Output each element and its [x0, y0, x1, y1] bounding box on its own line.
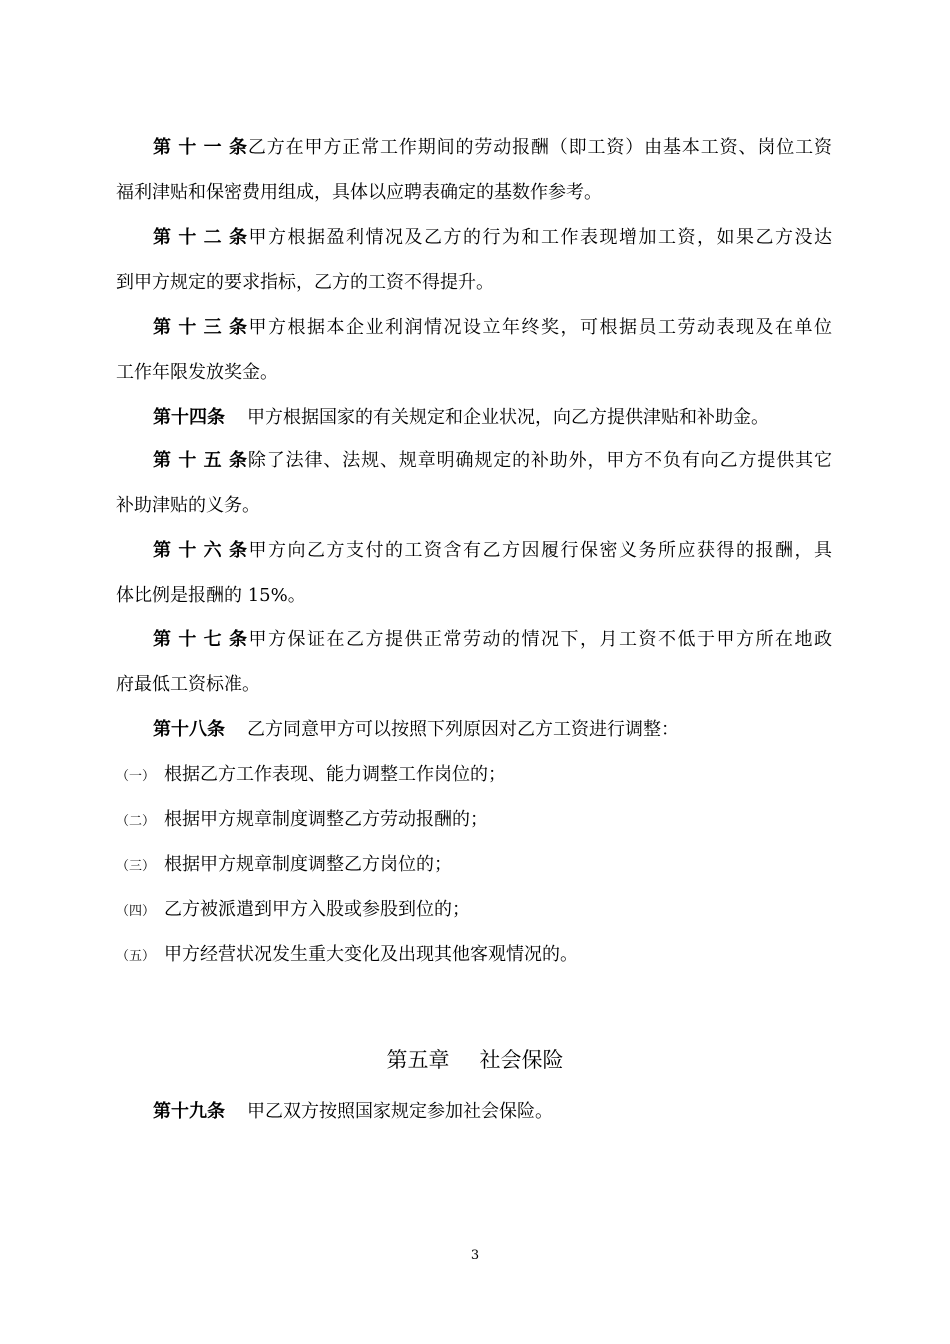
- article-text: 补助津贴的义务。: [116, 495, 260, 516]
- article-line: [153, 538, 832, 564]
- article-text: 甲方根据国家的有关规定和企业状况，向乙方提供津贴和补助金。: [247, 407, 769, 428]
- chapter-number: 第五章: [386, 1048, 450, 1072]
- article-label: 第十五条: [153, 450, 247, 471]
- list-item-text: 乙方被派遣到甲方入股或参股到位的；: [164, 899, 470, 920]
- article-label: 第十六条: [153, 540, 247, 561]
- list-item: [116, 852, 832, 878]
- list-item-number: （三）: [116, 859, 156, 874]
- list-item-number: （四）: [116, 904, 156, 919]
- article-label: 第十九条: [153, 1101, 225, 1122]
- page-number: 3: [470, 1248, 480, 1263]
- article-line: [153, 448, 832, 474]
- list-item-text: 根据甲方规章制度调整乙方岗位的；: [164, 854, 452, 875]
- article-line: [153, 225, 832, 251]
- article-text: 工作年限发放奖金。: [116, 362, 278, 383]
- article-line: [153, 405, 832, 431]
- article-line: [116, 583, 832, 609]
- list-item-text: 甲方经营状况发生重大变化及出现其他客观情况的。: [164, 944, 578, 965]
- article-text: 甲乙双方按照国家规定参加社会保险。: [247, 1101, 553, 1122]
- article-text: 除了法律、法规、规章明确规定的补助外，甲方不负有向乙方提供其它: [247, 450, 832, 471]
- list-item: [116, 762, 832, 788]
- article-text: 甲方保证在乙方提供正常劳动的情况下，月工资不低于甲方所在地政: [247, 629, 832, 650]
- chapter-title: 社会保险: [479, 1048, 564, 1072]
- article-text: 乙方同意甲方可以按照下列原因对乙方工资进行调整：: [247, 719, 679, 740]
- list-item-text: 根据乙方工作表现、能力调整工作岗位的；: [164, 764, 506, 785]
- article-line: [116, 672, 832, 698]
- article-text: 乙方在甲方正常工作期间的劳动报酬（即工资）由基本工资、岗位工资: [247, 137, 832, 158]
- article-text: 府最低工资标准。: [116, 674, 260, 695]
- article-line: [153, 1099, 832, 1125]
- chapter-heading: [0, 1044, 950, 1074]
- article-label: 第十八条: [153, 719, 225, 740]
- article-label: 第十四条: [153, 407, 225, 428]
- article-text: 体比例是报酬的 15%。: [116, 585, 306, 606]
- list-item-text: 根据甲方规章制度调整乙方劳动报酬的；: [164, 809, 488, 830]
- article-label: 第十三条: [153, 317, 247, 338]
- article-text: 甲方根据盈利情况及乙方的行为和工作表现增加工资，如果乙方没达: [247, 227, 832, 248]
- article-line: [116, 360, 832, 386]
- list-item-number: （一）: [116, 769, 156, 784]
- article-line: [153, 135, 832, 161]
- article-line: [116, 493, 832, 519]
- list-item-number: （二）: [116, 814, 156, 829]
- list-item: [116, 807, 832, 833]
- article-line: [153, 627, 832, 653]
- article-text: 福利津贴和保密费用组成，具体以应聘表确定的基数作参考。: [116, 182, 602, 203]
- article-text: 到甲方规定的要求指标，乙方的工资不得提升。: [116, 272, 494, 293]
- article-label: 第十一条: [153, 137, 247, 158]
- list-item: [116, 942, 832, 968]
- list-item: [116, 897, 832, 923]
- article-text: 甲方向乙方支付的工资含有乙方因履行保密义务所应获得的报酬，具: [247, 540, 832, 561]
- list-item-number: （五）: [116, 949, 156, 964]
- article-line: [116, 270, 832, 296]
- article-line: [153, 315, 832, 341]
- article-line: [153, 717, 832, 743]
- article-label: 第十七条: [153, 629, 247, 650]
- article-line: [116, 180, 832, 206]
- article-text: 甲方根据本企业利润情况设立年终奖，可根据员工劳动表现及在单位: [247, 317, 832, 338]
- article-label: 第十二条: [153, 227, 247, 248]
